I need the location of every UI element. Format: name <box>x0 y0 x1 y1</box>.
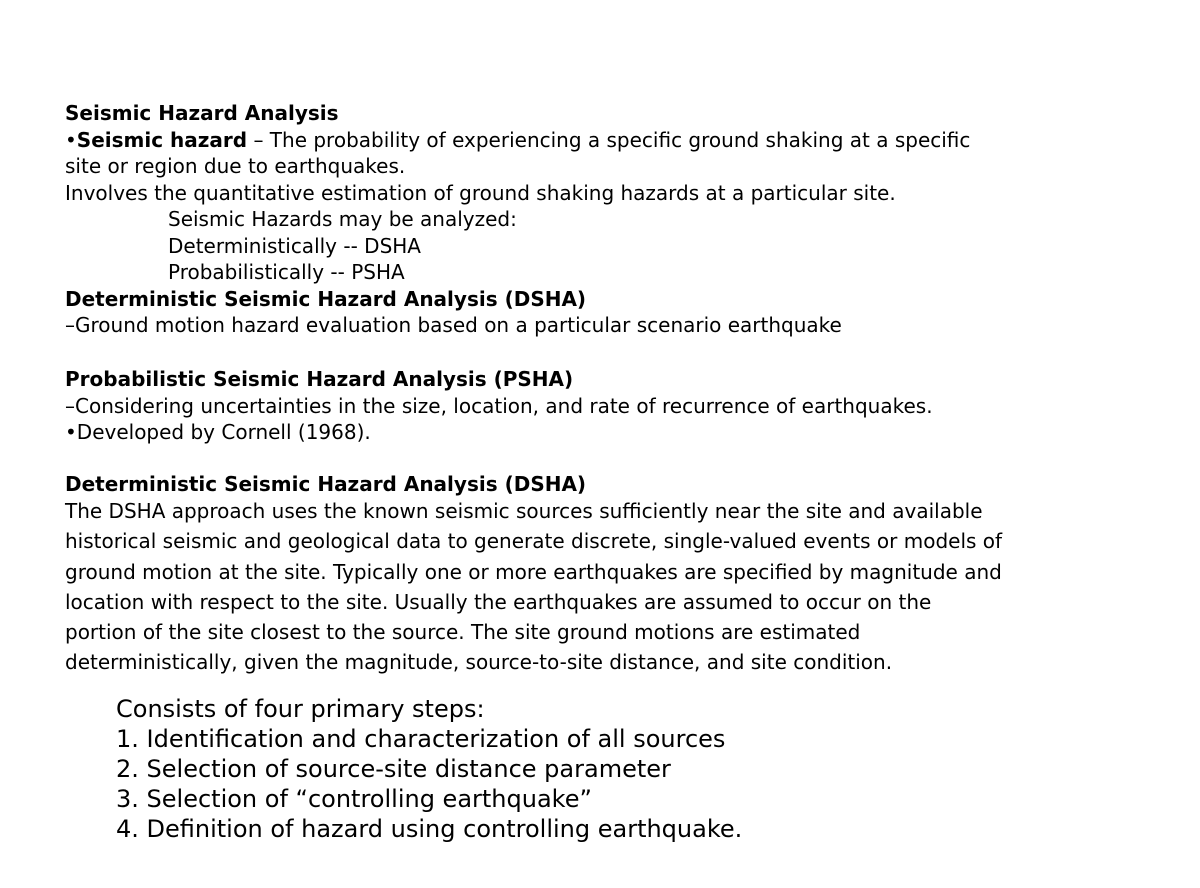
step-item: 4. Definition of hazard using controlling earthquake. <box>116 815 743 843</box>
step-item: 2. Selection of source-site distance parameter <box>116 755 671 783</box>
heading-dsha: Deterministic Seismic Hazard Analysis (DSHA) <box>65 286 587 311</box>
bullet: • <box>65 127 77 152</box>
term-seismic-hazard: Seismic hazard <box>76 127 248 152</box>
paragraph-line: The DSHA approach uses the known seismic sources sufficiently near the site and available <box>65 499 983 523</box>
involves-text: Involves the quantitative estimation of ground shaking hazards at a particular site. <box>65 180 896 205</box>
option-deterministic: Deterministically -- DSHA <box>168 233 421 258</box>
step-item: 3. Selection of “controlling earthquake” <box>116 785 592 813</box>
definition-continuation: site or region due to earthquakes. <box>65 154 406 178</box>
definition-text: – The probability of experiencing a specific ground shaking at a specific <box>247 127 971 152</box>
heading-dsha-detail-text: Deterministic Seismic Hazard Analysis (DSHA) <box>65 472 587 496</box>
paragraph-line: location with respect to the site. Usually the earthquakes are assumed to occur on the <box>65 589 932 614</box>
psha-uncertainties: –Considering uncertainties in the size, location, and rate of recurrence of earthquakes. <box>65 393 933 418</box>
dsha-summary: –Ground motion hazard evaluation based on a particular scenario earthquake <box>65 313 842 337</box>
paragraph-line: deterministically, given the magnitude, source-to-site distance, and site condition. <box>65 650 893 675</box>
option-probabilistic: Probabilistically -- PSHA <box>168 260 405 284</box>
paragraph-line: portion of the site closest to the source. The site ground motions are estimated <box>65 620 861 645</box>
paragraph-line: ground motion at the site. Typically one or more earthquakes are specified by magnitude and <box>65 559 1002 584</box>
steps-intro: Consists of four primary steps: <box>116 695 485 723</box>
section-psha <box>65 366 1175 446</box>
heading-seismic-hazard-analysis: Seismic Hazard Analysis <box>65 101 339 125</box>
paragraph-line: historical seismic and geological data to generate discrete, single-valued events or models of <box>65 529 1003 554</box>
primary-steps-list <box>116 694 742 844</box>
heading-dsha-detail <box>65 471 1175 498</box>
analyzed-intro: Seismic Hazards may be analyzed: <box>168 207 517 231</box>
step-item: 1. Identification and characterization of all sources <box>116 725 726 753</box>
seismic-hazard-definition <box>65 127 1175 154</box>
dsha-paragraph <box>65 496 1175 678</box>
psha-cornell: •Developed by Cornell (1968). <box>65 420 371 444</box>
section-seismic-hazard <box>65 100 1175 339</box>
heading-psha: Probabilistic Seismic Hazard Analysis (PSHA) <box>65 367 574 391</box>
